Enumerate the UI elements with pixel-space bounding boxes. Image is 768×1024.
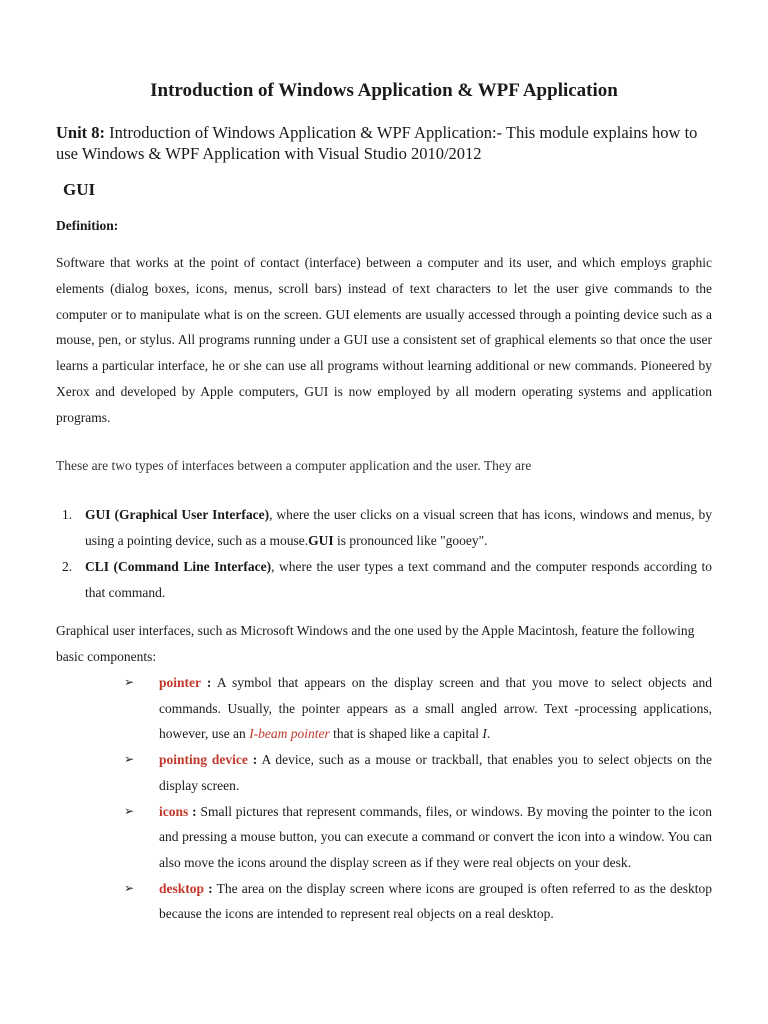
components-list: [120, 670, 712, 927]
desc-pointing-device: A device, such as a mouse or trackball, that enables you to select objects on the display screen.: [159, 752, 712, 793]
arrow-bullet-icon: ➢: [124, 803, 135, 818]
desc-cli: , where the user types a text command and the computer responds according to that command.: [85, 559, 712, 600]
component-desktop: [120, 876, 712, 927]
gui-heading: GUI: [63, 180, 96, 199]
capital-i: I: [482, 726, 487, 742]
desc-gui-pronounce: is pronounced like "gooey".: [333, 533, 488, 548]
list-number: 1.: [62, 507, 73, 522]
desc-desktop: The area on the display screen where icons are grouped is often referred to as the desktop because the icons are intended to represent real objects on a real desktop.: [159, 880, 713, 922]
interface-types-list: [56, 502, 712, 606]
term-desktop: desktop: [159, 880, 205, 896]
component-icons: [120, 799, 712, 876]
desc-gui: , where the user clicks on a visual screen that has icons, windows and menus, by using a pointing device, such as a mouse.: [85, 507, 712, 548]
term-pointing-device: pointing device: [159, 752, 248, 768]
component-pointer: [120, 670, 712, 747]
arrow-bullet-icon: ➢: [124, 752, 135, 767]
desc-pointer-after: that is shaped like a capital: [329, 726, 483, 742]
definition-paragraph: Software that works at the point of contact (interface) between a computer and its user, and which employs graphic elements (dialog boxes, icons, menus, scroll bars) instead of text characters to let the user give commands to the computer or to manipulate what is on the screen. GUI elements are usually accessed through a pointing device such as a mouse, pen, or stylus. All programs running under a GUI use a consistent set of graphical elements so that once the user learns a particular interface, he or she can use all programs without learning additional or new commands. Pioneered by Xerox and developed by Apple computers, GUI is now employed by all modern operating systems and application programs.: [56, 255, 712, 425]
term-gui-short: GUI: [308, 533, 334, 548]
term-cli: CLI (Command Line Interface): [85, 559, 272, 574]
term-separator: :: [247, 752, 258, 768]
definition-heading: Definition:: [56, 218, 119, 233]
term-pointer: pointer: [159, 675, 201, 690]
list-item-cli: [56, 554, 712, 606]
ibeam-pointer-term: I-beam pointer: [249, 726, 330, 742]
list-number: 2.: [62, 559, 73, 574]
term-icons: icons: [159, 803, 189, 819]
desc-pointer: A symbol that appears on the display screen and that you move to select objects and commands. Usually, the pointer appears as a small angled arrow. Text -processing applications, however, use an: [159, 675, 713, 742]
term-separator: :: [204, 880, 213, 896]
term-gui: GUI (Graphical User Interface): [85, 507, 270, 522]
arrow-bullet-icon: ➢: [124, 880, 135, 895]
arrow-bullet-icon: ➢: [124, 675, 135, 689]
term-separator: :: [200, 675, 212, 690]
unit-intro: [56, 122, 716, 164]
components-intro: Graphical user interfaces, such as Microsoft Windows and the one used by the Apple Macintosh, feature the following basic components:: [56, 623, 695, 664]
desc-pointer-end: .: [486, 726, 491, 742]
page-title: Introduction of Windows Application & WPF Application: [150, 80, 618, 101]
unit-label: Unit 8:: [56, 123, 106, 142]
component-pointing-device: [120, 747, 712, 798]
desc-icons: Small pictures that represent commands, files, or windows. By moving the pointer to the icon and pressing a mouse button, you can execute a command or convert the icon into a window. You can also move the icons around the display screen as if they were real objects on your desk.: [159, 803, 713, 870]
types-intro: These are two types of interfaces between a computer application and the user. They are: [56, 458, 532, 473]
unit-text: Introduction of Windows Application & WPF Application:- This module explains how to use Windows & WPF Application with Visual Studio 2010/2012: [56, 123, 698, 163]
list-item-gui: [56, 502, 712, 554]
term-separator: :: [188, 803, 197, 819]
